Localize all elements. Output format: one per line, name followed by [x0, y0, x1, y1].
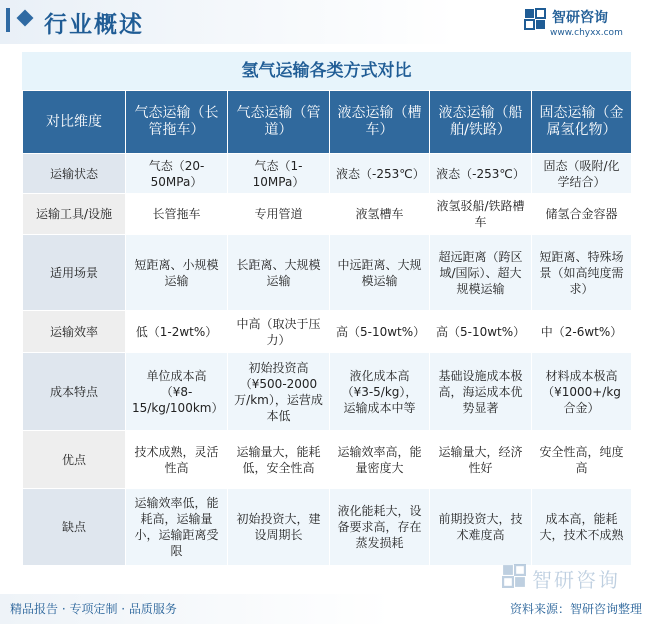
table-cell: 短距离、特殊场景（如高纯度需求）	[532, 235, 632, 311]
table-cell: 基础设施成本极高，海运成本优势显著	[430, 353, 532, 431]
table-cell: 运输量大，能耗低，安全性高	[228, 431, 330, 489]
table-cell: 固态（吸附/化学结合）	[532, 154, 632, 194]
table-cell: 气态（1-10MPa）	[228, 154, 330, 194]
table-cell: 技术成熟，灵活性高	[126, 431, 228, 489]
table-cell: 短距离、小规模运输	[126, 235, 228, 311]
table-cell: 中（2-6wt%）	[532, 311, 632, 353]
column-header: 气态运输（长管拖车）	[126, 91, 228, 154]
table-cell: 液态（-253℃）	[330, 154, 430, 194]
brand-logo	[524, 4, 644, 42]
column-header: 液态运输（船舶/铁路）	[430, 91, 532, 154]
chyxx-logo-icon	[524, 8, 546, 30]
table-cell: 高（5-10wt%）	[430, 311, 532, 353]
column-header: 固态运输（金属氢化物）	[532, 91, 632, 154]
table-header-row	[23, 91, 632, 154]
row-label: 运输工具/设施	[23, 194, 126, 235]
table-cell: 成本高，能耗大，技术不成熟	[532, 489, 632, 566]
table-row	[23, 431, 632, 489]
diamond-icon	[17, 10, 34, 27]
table-cell: 高（5-10wt%）	[330, 311, 430, 353]
table-row	[23, 353, 632, 431]
brand-url: www.chyxx.com	[550, 28, 623, 38]
table-cell: 专用管道	[228, 194, 330, 235]
brand-name: 智研咨询	[552, 10, 608, 26]
row-label: 缺点	[23, 489, 126, 566]
row-label: 优点	[23, 431, 126, 489]
watermark-icon	[502, 564, 526, 588]
table-cell: 初始投资高（¥500-2000万/km），运营成本低	[228, 353, 330, 431]
row-label: 适用场景	[23, 235, 126, 311]
table-cell: 长管拖车	[126, 194, 228, 235]
table-cell: 液化能耗大，设备要求高，存在蒸发损耗	[330, 489, 430, 566]
table-row	[23, 311, 632, 353]
table-cell: 初始投资大，建设周期长	[228, 489, 330, 566]
table-cell: 储氢合金容器	[532, 194, 632, 235]
table-row	[23, 154, 632, 194]
table-cell: 液氢槽车	[330, 194, 430, 235]
table-cell: 安全性高，纯度高	[532, 431, 632, 489]
footer-source: 资料来源：智研咨询整理	[509, 602, 642, 616]
row-label: 成本特点	[23, 353, 126, 431]
footer-slogan: 精品报告 · 专项定制 · 品质服务	[10, 602, 177, 616]
table-row	[23, 194, 632, 235]
table-cell: 低（1-2wt%）	[126, 311, 228, 353]
table-cell: 液化成本高（¥3-5/kg），运输成本中等	[330, 353, 430, 431]
watermark-logo	[502, 562, 632, 590]
table-cell: 液态（-253℃）	[430, 154, 532, 194]
column-header: 对比维度	[23, 91, 126, 154]
table-cell: 前期投资大，技术难度高	[430, 489, 532, 566]
column-header: 气态运输（管道）	[228, 91, 330, 154]
column-header: 液态运输（槽车）	[330, 91, 430, 154]
table-cell: 液氢驳船/铁路槽车	[430, 194, 532, 235]
table-row	[23, 235, 632, 311]
row-label: 运输状态	[23, 154, 126, 194]
table-cell: 中远距离、大规模运输	[330, 235, 430, 311]
table-cell: 中高（取决于压力）	[228, 311, 330, 353]
table-cell: 运输量大，经济性好	[430, 431, 532, 489]
table-cell: 材料成本极高（¥1000+/kg合金）	[532, 353, 632, 431]
table-cell: 气态（20-50MPa）	[126, 154, 228, 194]
comparison-table	[22, 90, 632, 566]
table-cell: 超远距离（跨区域/国际）、超大规模运输	[430, 235, 532, 311]
page-footer	[0, 594, 652, 624]
header-accent-bar	[6, 8, 10, 32]
row-label: 运输效率	[23, 311, 126, 353]
table-cell: 运输效率低，能耗高，运输量小，运输距离受限	[126, 489, 228, 566]
table-cell: 长距离、大规模运输	[228, 235, 330, 311]
watermark-name: 智研咨询	[532, 568, 620, 592]
page-title: 行业概述	[44, 12, 144, 38]
comparison-table-container	[22, 52, 631, 566]
table-title: 氢气运输各类方式对比	[22, 52, 631, 90]
table-cell: 运输效率高，能量密度大	[330, 431, 430, 489]
table-cell: 单位成本高（¥8-15/kg/100km）	[126, 353, 228, 431]
table-row	[23, 489, 632, 566]
